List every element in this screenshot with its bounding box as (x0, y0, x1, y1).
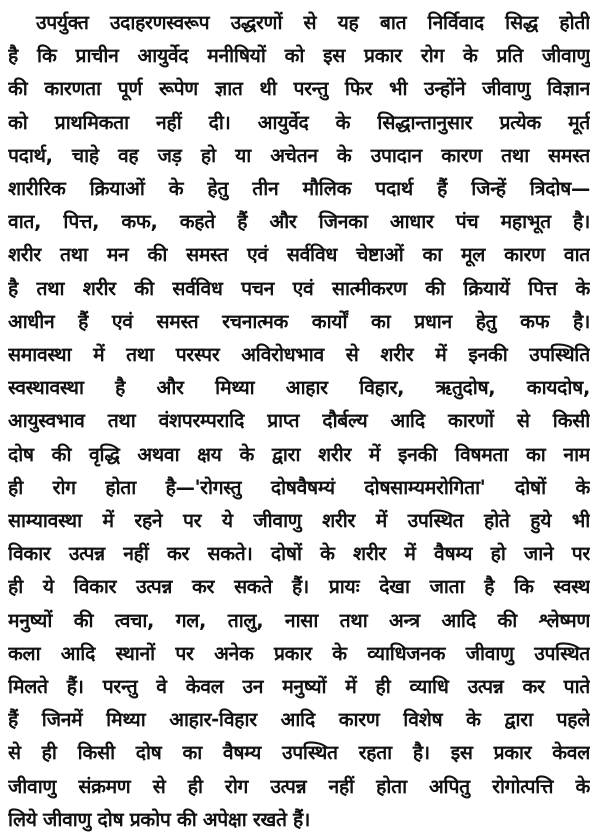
text-line: आयुस्वभाव तथा वंशपरम्परादि प्राप्त दौर्बल्य आदि कारणों से किसी (8, 409, 590, 433)
text-line: से ही किसी दोष का वैषम्य उपस्थित रहता है। इस प्रकार केवल (8, 741, 590, 765)
text-line: विकार उत्पन्न नहीं कर सकते। दोषों के शरीर में वैषम्य हो जाने पर (8, 542, 590, 566)
text-line: आधीन हैं एवं समस्त रचनात्मक कार्यों का प्रधान हेतु कफ है। (8, 309, 590, 333)
text-line: शारीरिक क्रियाओं के हेतु तीन मौलिक पदार्थ हैं जिन्हें त्रिदोष— (8, 177, 590, 201)
text-line: को प्राथमिकता नहीं दी। आयुर्वेद के सिद्धान्तानुसार प्रत्येक मूर्त (8, 110, 590, 134)
text-line: पदार्थ, चाहे वह जड़ हो या अचेतन के उपादान कारण तथा समस्त (8, 143, 590, 167)
text-line: मनुष्यों की त्वचा, गल, तालु, नासा तथा अन्त्र आदि की श्लेष्मण (8, 608, 590, 632)
text-line: है तथा शरीर की सर्वविध पचन एवं सात्मीकरण की क्रियायें पित्त के (8, 276, 590, 300)
text-line: ही रोग होता है—'रोगस्तु दोषवैषम्यं दोषसाम्यमरोगिता' दोषों के (8, 475, 590, 499)
text-line: जीवाणु संक्रमण से ही रोग उत्पन्न नहीं होता अपितु रोगोत्पत्ति के (8, 774, 590, 798)
text-line: शरीर तथा मन की समस्त एवं सर्वविध चेष्टाओं का मूल कारण वात (8, 243, 590, 267)
text-line: ही ये विकार उत्पन्न कर सकते हैं। प्रायः देखा जाता है कि स्वस्थ (8, 575, 590, 599)
text-line: दोष की वृद्धि अथवा क्षय के द्वारा शरीर में इनकी विषमता का नाम (8, 442, 590, 466)
text-line: स्वस्थावस्था है और मिथ्या आहार विहार, ऋतुदोष, कायदोष, (8, 376, 590, 400)
text-line: समावस्था में तथा परस्पर अविरोधभाव से शरीर में इनकी उपस्थिति (8, 343, 590, 367)
text-line: लिये जीवाणु दोष प्रकोप की अपेक्षा रखते हैं। (8, 807, 310, 831)
text-line: मिलते हैं। परन्तु वे केवल उन मनुष्यों में ही व्याधि उत्पन्न कर पाते (8, 675, 590, 699)
body-paragraph (8, 6, 590, 836)
text-line: कला आदि स्थानों पर अनेक प्रकार के व्याधिजनक जीवाणु उपस्थित (8, 641, 590, 665)
text-line: हैं जिनमें मिथ्या आहार-विहार आदि कारण विशेष के द्वारा पहले (8, 708, 590, 732)
text-line: की कारणता पूर्ण रूपेण ज्ञात थी परन्तु फिर भी उन्होंने जीवाणु विज्ञान (8, 77, 590, 101)
text-line: साम्यावस्था में रहने पर ये जीवाणु शरीर में उपस्थित होते हुये भी (8, 509, 590, 533)
text-line: उपर्युक्त उदाहरणस्वरूप उद्धरणों से यह बात निर्विवाद सिद्ध होती (36, 11, 590, 34)
text-line: वात, पित्त, कफ, कहते हैं और जिनका आधार पंच महाभूत है। (8, 210, 590, 234)
text-line: है कि प्राचीन आयुर्वेद मनीषियों को इस प्रकार रोग के प्रति जीवाणु (8, 44, 590, 68)
